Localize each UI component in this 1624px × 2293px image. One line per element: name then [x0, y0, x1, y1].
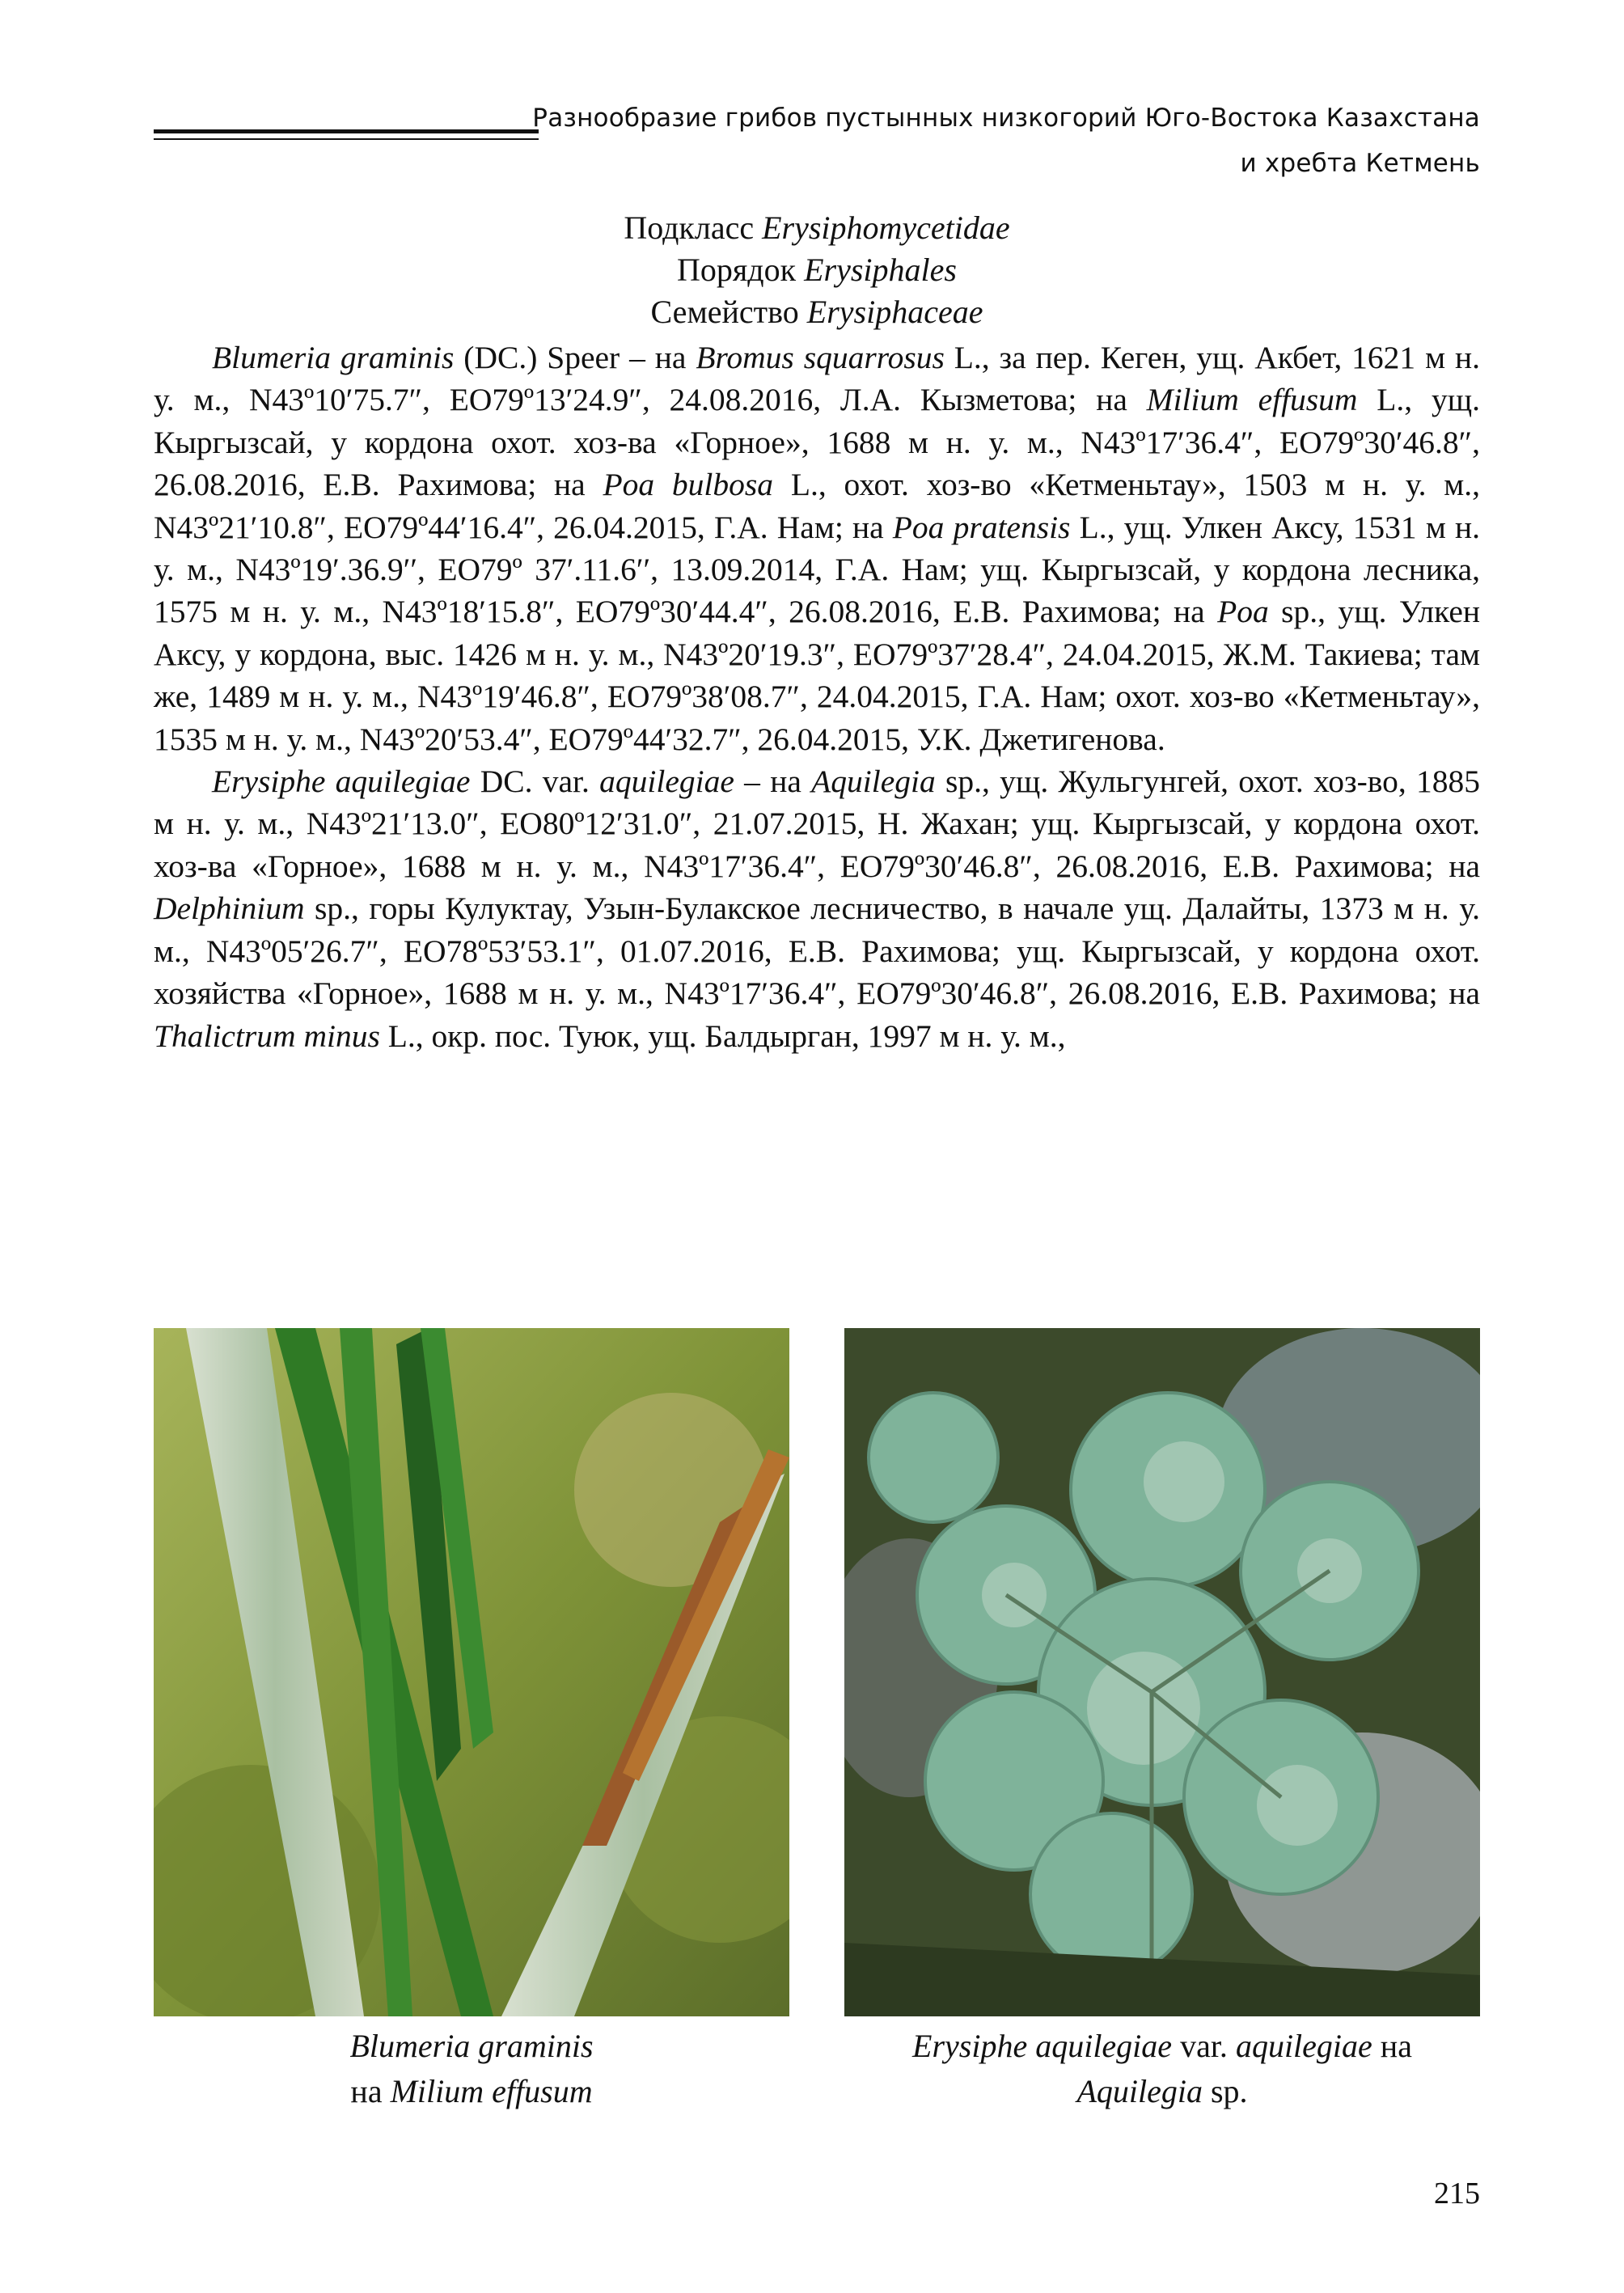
- page-number: 215: [1434, 2177, 1480, 2211]
- paragraph-erysiphe: Erysiphe aquilegiae DC. var. aquilegiae – на Aquilegia sp., ущ. Жульгунгей, охот. хоз-во, 1885 м н. у. м., N43º21′13.0″, EO80º12′31.0″, 21.07.2015, Н. Жахан; ущ. Кыргызсай, у кордона охот. хоз-ва «Горное», 1688 м н. у. м., N43º17′36.4″, EO79º30′46.8″, 26.08.2016, Е.В. Рахимова; на Delphinium sp., горы Кулуктау, Узын-Булакское лесничество, в начале ущ. Далайты, 1373 м н. у. м., N43º05′26.7″, EO78º53′53.1″, 01.07.2016, Е.В. Рахимова; ущ. Кыргызсай, у кордона охот. хозяйства «Горное», 1688 м н. у. м., N43º17′36.4″, EO79º30′46.8″, 26.08.2016, Е.В. Рахимова; на Thalictrum minus L., окр. пос. Туюк, ущ. Балдырган, 1997 м н. у. м.,: [154, 764, 1480, 1054]
- running-header: [0, 95, 1624, 192]
- taxonomy-headings: [154, 207, 1480, 333]
- figure-caption-right: [844, 2024, 1480, 2114]
- photo-erysiphe-aquilegiae: [844, 1328, 1480, 2016]
- paragraph-blumeria: Blumeria graminis (DC.) Speer – на Bromus squarrosus L., за пер. Кеген, ущ. Акбет, 1621 м н. у. м., N43º10′75.7″, EO79º13′24.9″, 24.08.2016, Л.А. Кызметова; на Milium effusum L., ущ. Кыргызсай, у кордона охот. хоз-ва «Горное», 1688 м н. у. м., N43º17′36.4″, EO79º30′46.8″, 26.08.2016, Е.В. Рахимова; на Poa bulbosa L., охот. хоз-во «Кетменьтау», 1503 м н. у. м., N43º21′10.8″, EO79º44′16.4″, 26.04.2015, Г.А. Нам; на Poa pratensis L., ущ. Улкен Аксу, 1531 м н. у. м., N43º19′.36.9′′, EO79º 37′.11.6′′, 13.09.2014, Г.А. Нам; ущ. Кыргызсай, у кордона лесника, 1575 м н. у. м., N43º18′15.8″, EO79º30′44.4″, 26.08.2016, Е.В. Рахимова; на Poa sp., ущ. Улкен Аксу, у кордона, выс. 1426 м н. у. м., N43º20′19.3″, EO79º37′28.4″, 24.04.2015, Ж.М. Такиева; там же, 1489 м н. у. м., N43º19′46.8″, EO79º38′08.7″, 24.04.2015, Г.А. Нам; охот. хоз-во «Кетменьтау», 1535 м н. у. м., N43º20′53.4″, EO79º44′32.7″, 26.04.2015, У.К. Джетигенова.: [154, 340, 1480, 757]
- caption-left-line-1: Blumeria graminis: [349, 2028, 594, 2064]
- subclass-name: Erysiphomycetidae: [762, 209, 1010, 246]
- caption-right-line-2: Aquilegia sp.: [1076, 2073, 1248, 2109]
- photo-blumeria-graminis: [154, 1328, 789, 2016]
- running-header-line-1: Разнообразие грибов пустынных низкогорий Юго-Востока Казахстана: [532, 104, 1480, 133]
- header-rule-thin: [154, 138, 539, 140]
- body-text: [154, 336, 1480, 1057]
- family-heading: Семейство Erysiphaceae: [650, 294, 983, 330]
- subclass-heading: Подкласс Erysiphomycetidae: [624, 209, 1010, 246]
- order-name: Erysiphales: [804, 252, 957, 288]
- header-rule-thick: [154, 129, 539, 133]
- family-name: Erysiphaceae: [806, 294, 983, 330]
- grass-leaves-illustration: [154, 1328, 789, 2016]
- caption-left-line-2: на Milium effusum: [350, 2073, 593, 2109]
- running-header-text: [532, 95, 1480, 186]
- running-header-line-2: и хребта Кетмень: [1240, 149, 1480, 178]
- aquilegia-leaves-illustration: [844, 1328, 1480, 2016]
- figure-caption-left: [154, 2024, 789, 2114]
- order-heading: Порядок Erysiphales: [677, 252, 957, 288]
- caption-right-line-1: Erysiphe aquilegiae var. aquilegiae на: [912, 2028, 1412, 2064]
